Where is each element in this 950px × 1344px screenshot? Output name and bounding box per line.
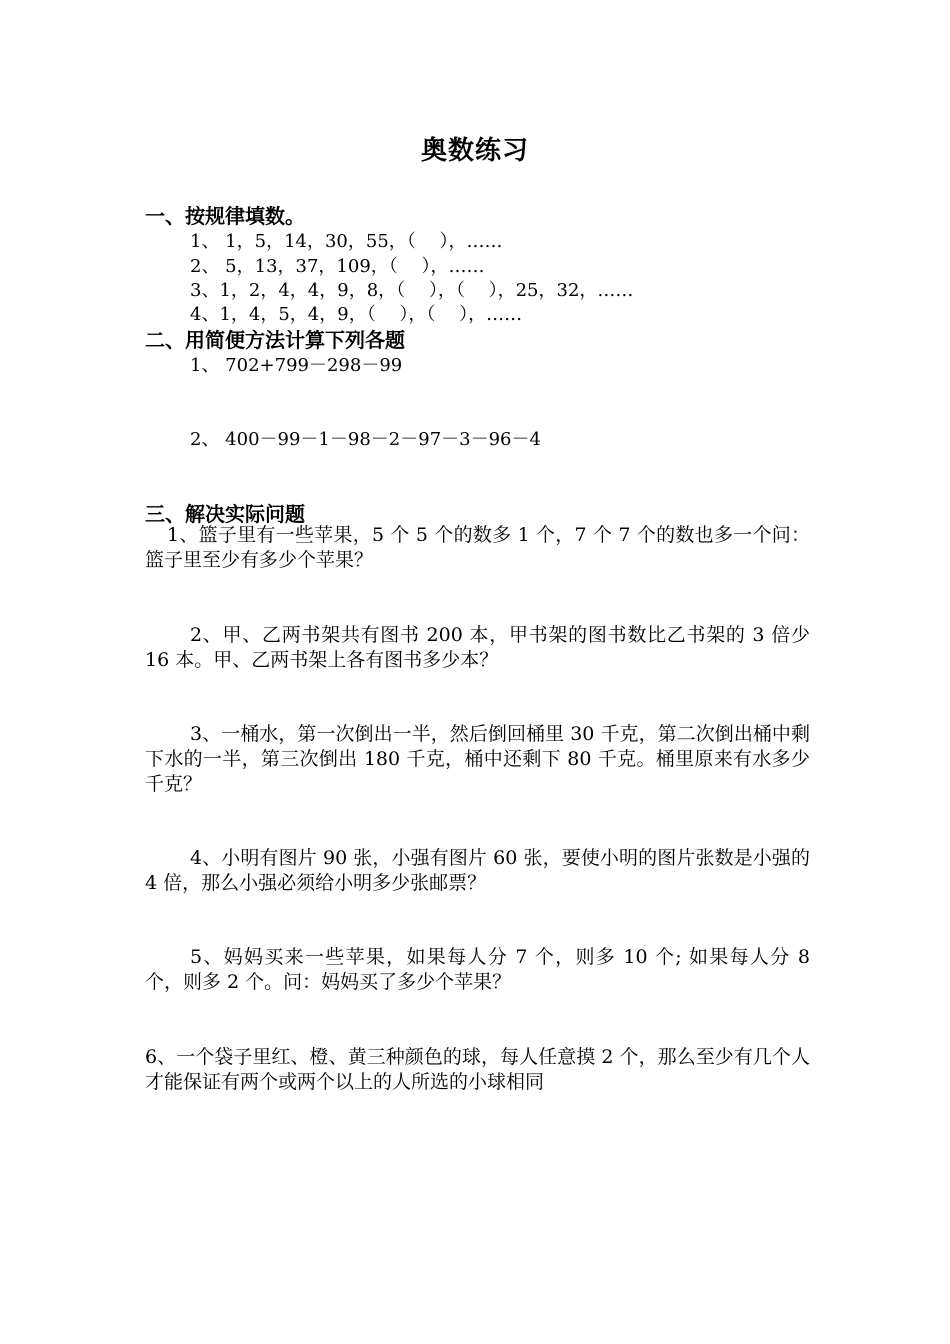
sequence-item-1: 1、 1，5，14，30，55，（ ），…… [190,231,503,252]
section-heading-2: 二、用简便方法计算下列各题 [145,328,405,352]
section-heading-3: 三、解决实际问题 [145,502,305,526]
word-problem-4: 4、小明有图片 90 张，小强有图片 60 张，要使小明的图片张数是小强的 4 倍，那么小强必须给小明多少张邮票？ [145,847,810,894]
calc-item-1: 1、 702+799－298－99 [190,355,403,376]
page-title: 奥数练习 [420,136,529,166]
word-problem-3: 3、一桶水，第一次倒出一半，然后倒回桶里 30 千克，第二次倒出桶中剩下水的一半，第三次倒出 180 千克，桶中还剩下 80 千克。桶里原来有水多少千克？ [145,723,810,795]
sequence-item-4: 4、1，4，5，4，9，（ ），（ ），…… [190,304,523,325]
sequence-item-2: 2、 5，13，37，109，（ ），…… [190,256,485,277]
word-problem-5: 5、妈妈买来一些苹果，如果每人分 7 个，则多 10 个; 如果每人分 8 个，则多 2 个。问：妈妈买了多少个苹果？ [145,946,810,993]
calc-item-2: 2、 400－99－1－98－2－97－3－96－4 [190,429,541,450]
word-problem-2: 2、甲、乙两书架共有图书 200 本，甲书架的图书数比乙书架的 3 倍少 16 本。甲、乙两书架上各有图书多少本？ [145,624,810,671]
section-heading-1: 一、按规律填数。 [145,204,305,228]
sequence-item-3: 3、1，2，4，4，9，8，（ ），（ ），25，32，…… [190,280,634,301]
word-problem-6: 6、一个袋子里红、橙、黄三种颜色的球，每人任意摸 2 个，那么至少有几个人才能保证有两个或两个以上的人所选的小球相同 [145,1046,810,1093]
word-problem-1: 1、篮子里有一些苹果，5 个 5 个的数多 1 个，7 个 7 个的数也多一个问：篮子里至少有多少个苹果？ [145,524,810,571]
